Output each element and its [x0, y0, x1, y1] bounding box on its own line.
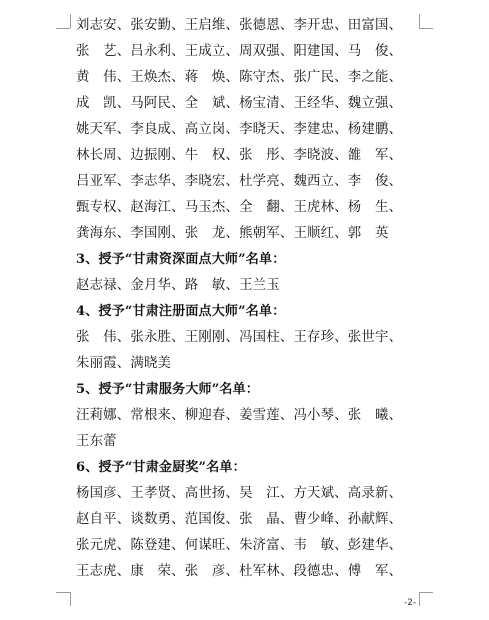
name-list-line: 张 艺、吕永利、王成立、周双强、阳建国、马 俊、: [76, 44, 403, 59]
page-number: -2-: [404, 598, 417, 608]
crop-mark-top-left-v: [70, 14, 71, 28]
name-list-line: 吕亚军、李志华、李晓宏、杜学亮、魏西立、李 俊、: [76, 174, 403, 189]
section-5-name-line: 王东蕾: [76, 434, 117, 449]
section-5-heading: 5、授予“甘肃服务大师”名单：: [76, 382, 260, 397]
crop-mark-bottom-right-v: [419, 592, 420, 606]
section-4-heading: 4、授予“甘肃注册面点大师”名单：: [76, 304, 286, 319]
section-6-name-line: 王志虎、康 荣、张 彦、杜军林、段德忠、傅 军、: [76, 564, 403, 579]
name-list-line: 甄专权、赵海江、马玉杰、全 翻、王虎林、杨 生、: [76, 200, 403, 215]
section-5-name-line: 汪莉娜、常根来、柳迎春、姜雪莲、冯小琴、张 曦、: [76, 408, 403, 423]
name-list-line: 黄 伟、王焕杰、蒋 焕、陈守杰、张广民、李之能、: [76, 70, 403, 85]
section-6-name-line: 张元虎、陈登建、何谋旺、朱济富、韦 敏、彭建华、: [76, 538, 403, 553]
section-4-name-line: 张 伟、张永胜、王刚刚、冯国柱、王存珍、张世宇、: [76, 330, 403, 345]
crop-mark-bottom-left-h: [56, 592, 70, 593]
name-list-line: 姚天军、李良成、高立岗、李晓天、李建忠、杨建鹏、: [76, 122, 403, 137]
crop-mark-bottom-left-v: [70, 592, 71, 606]
section-6-name-line: 赵自平、谈数勇、范国俊、张 晶、曹少峰、孙献辉、: [76, 512, 403, 527]
section-3-name-line: 赵志禄、金月华、路 敏、王兰玉: [76, 278, 280, 293]
crop-mark-top-right-h: [419, 28, 433, 29]
section-3-heading: 3、授予“甘肃资深面点大师”名单：: [76, 252, 286, 267]
section-6-name-line: 杨国彦、王孝贤、高世扬、吴 江、方天斌、高录新、: [76, 486, 403, 501]
crop-mark-top-left-h: [56, 28, 70, 29]
name-list-line: 刘志安、张安勤、王启维、张德恩、李开忠、田富国、: [76, 18, 403, 33]
section-6-heading: 6、授予“甘肃金厨奖”名单：: [76, 460, 246, 475]
name-list-line: 林长周、边振刚、牛 权、张 彤、李晓波、雒 军、: [76, 148, 403, 163]
name-list-line: 成 凯、马阿民、全 斌、杨宝清、王经华、魏立强、: [76, 96, 403, 111]
crop-mark-top-right-v: [419, 14, 420, 28]
crop-mark-bottom-right-h: [419, 592, 433, 593]
section-4-name-line: 朱丽霞、满晓美: [76, 356, 172, 371]
name-list-line: 龚海东、李国刚、张 龙、熊朝军、王顺红、郭 英: [76, 226, 389, 241]
